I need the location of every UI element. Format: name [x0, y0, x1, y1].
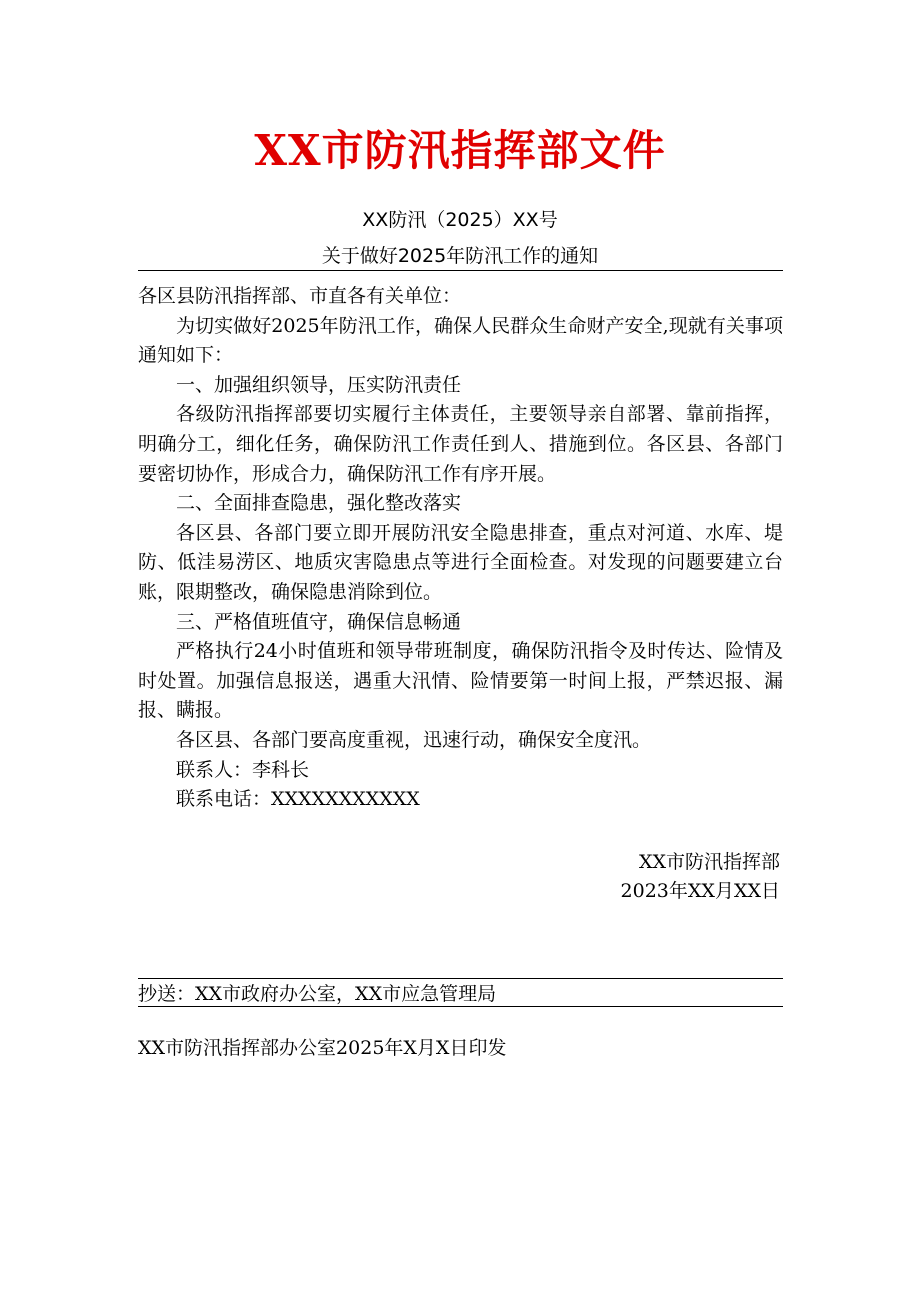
section-text-2: 各区县、各部门要立即开展防汛安全隐患排查，重点对河道、水库、堤防、低洼易涝区、地质灾害隐患点等进行全面检查。对发现的问题要建立台账，限期整改，确保隐患消除到位。: [138, 521, 783, 603]
cc-bottom-divider: [138, 1006, 783, 1007]
section-text-3: 严格执行24小时值班和领导带班制度，确保防汛指令及时传达、险情及时处置。加强信息报送，遇重大汛情、险情要第一时间上报，严禁迟报、漏报、瞒报。: [138, 640, 783, 722]
intro-paragraph: 为切实做好2025年防汛工作，确保人民群众生命财产安全,现就有关事项通知如下：: [138, 314, 783, 367]
document-subject: 关于做好2025年防汛工作的通知: [321, 245, 599, 267]
contact-phone: 联系电话：XXXXXXXXXXX: [176, 788, 420, 811]
header-divider: [138, 270, 783, 271]
cc-top-divider: [138, 978, 783, 979]
contact-person: 联系人：李科长: [176, 758, 310, 781]
signature-org: XX市防汛指挥部: [638, 851, 780, 873]
closing-paragraph: 各区县、各部门要高度重视，迅速行动，确保安全度汛。: [176, 728, 652, 751]
section-heading-2: 二、全面排查隐患，强化整改落实: [176, 492, 462, 515]
salutation: 各区县防汛指挥部、市直各有关单位：: [138, 285, 462, 307]
print-info: XX市防汛指挥部办公室2025年X月X日印发: [138, 1037, 507, 1059]
document-number: XX防汛（2025）XX号: [362, 209, 558, 231]
section-heading-3: 三、严格值班值守，确保信息畅通: [176, 610, 462, 633]
document-body: [138, 282, 783, 815]
cc-line: 抄送：XX市政府办公室，XX市应急管理局: [138, 983, 497, 1005]
document-header-title: XX市防汛指挥部文件: [254, 126, 666, 175]
section-heading-1: 一、加强组织领导，压实防汛责任: [176, 373, 462, 396]
signature-date: 2023年XX月XX日: [620, 880, 780, 902]
section-text-1: 各级防汛指挥部要切实履行主体责任，主要领导亲自部署、靠前指挥，明确分工，细化任务，确保防汛工作责任到人、措施到位。各区县、各部门要密切协作，形成合力，确保防汛工作有序开展。: [138, 403, 783, 485]
